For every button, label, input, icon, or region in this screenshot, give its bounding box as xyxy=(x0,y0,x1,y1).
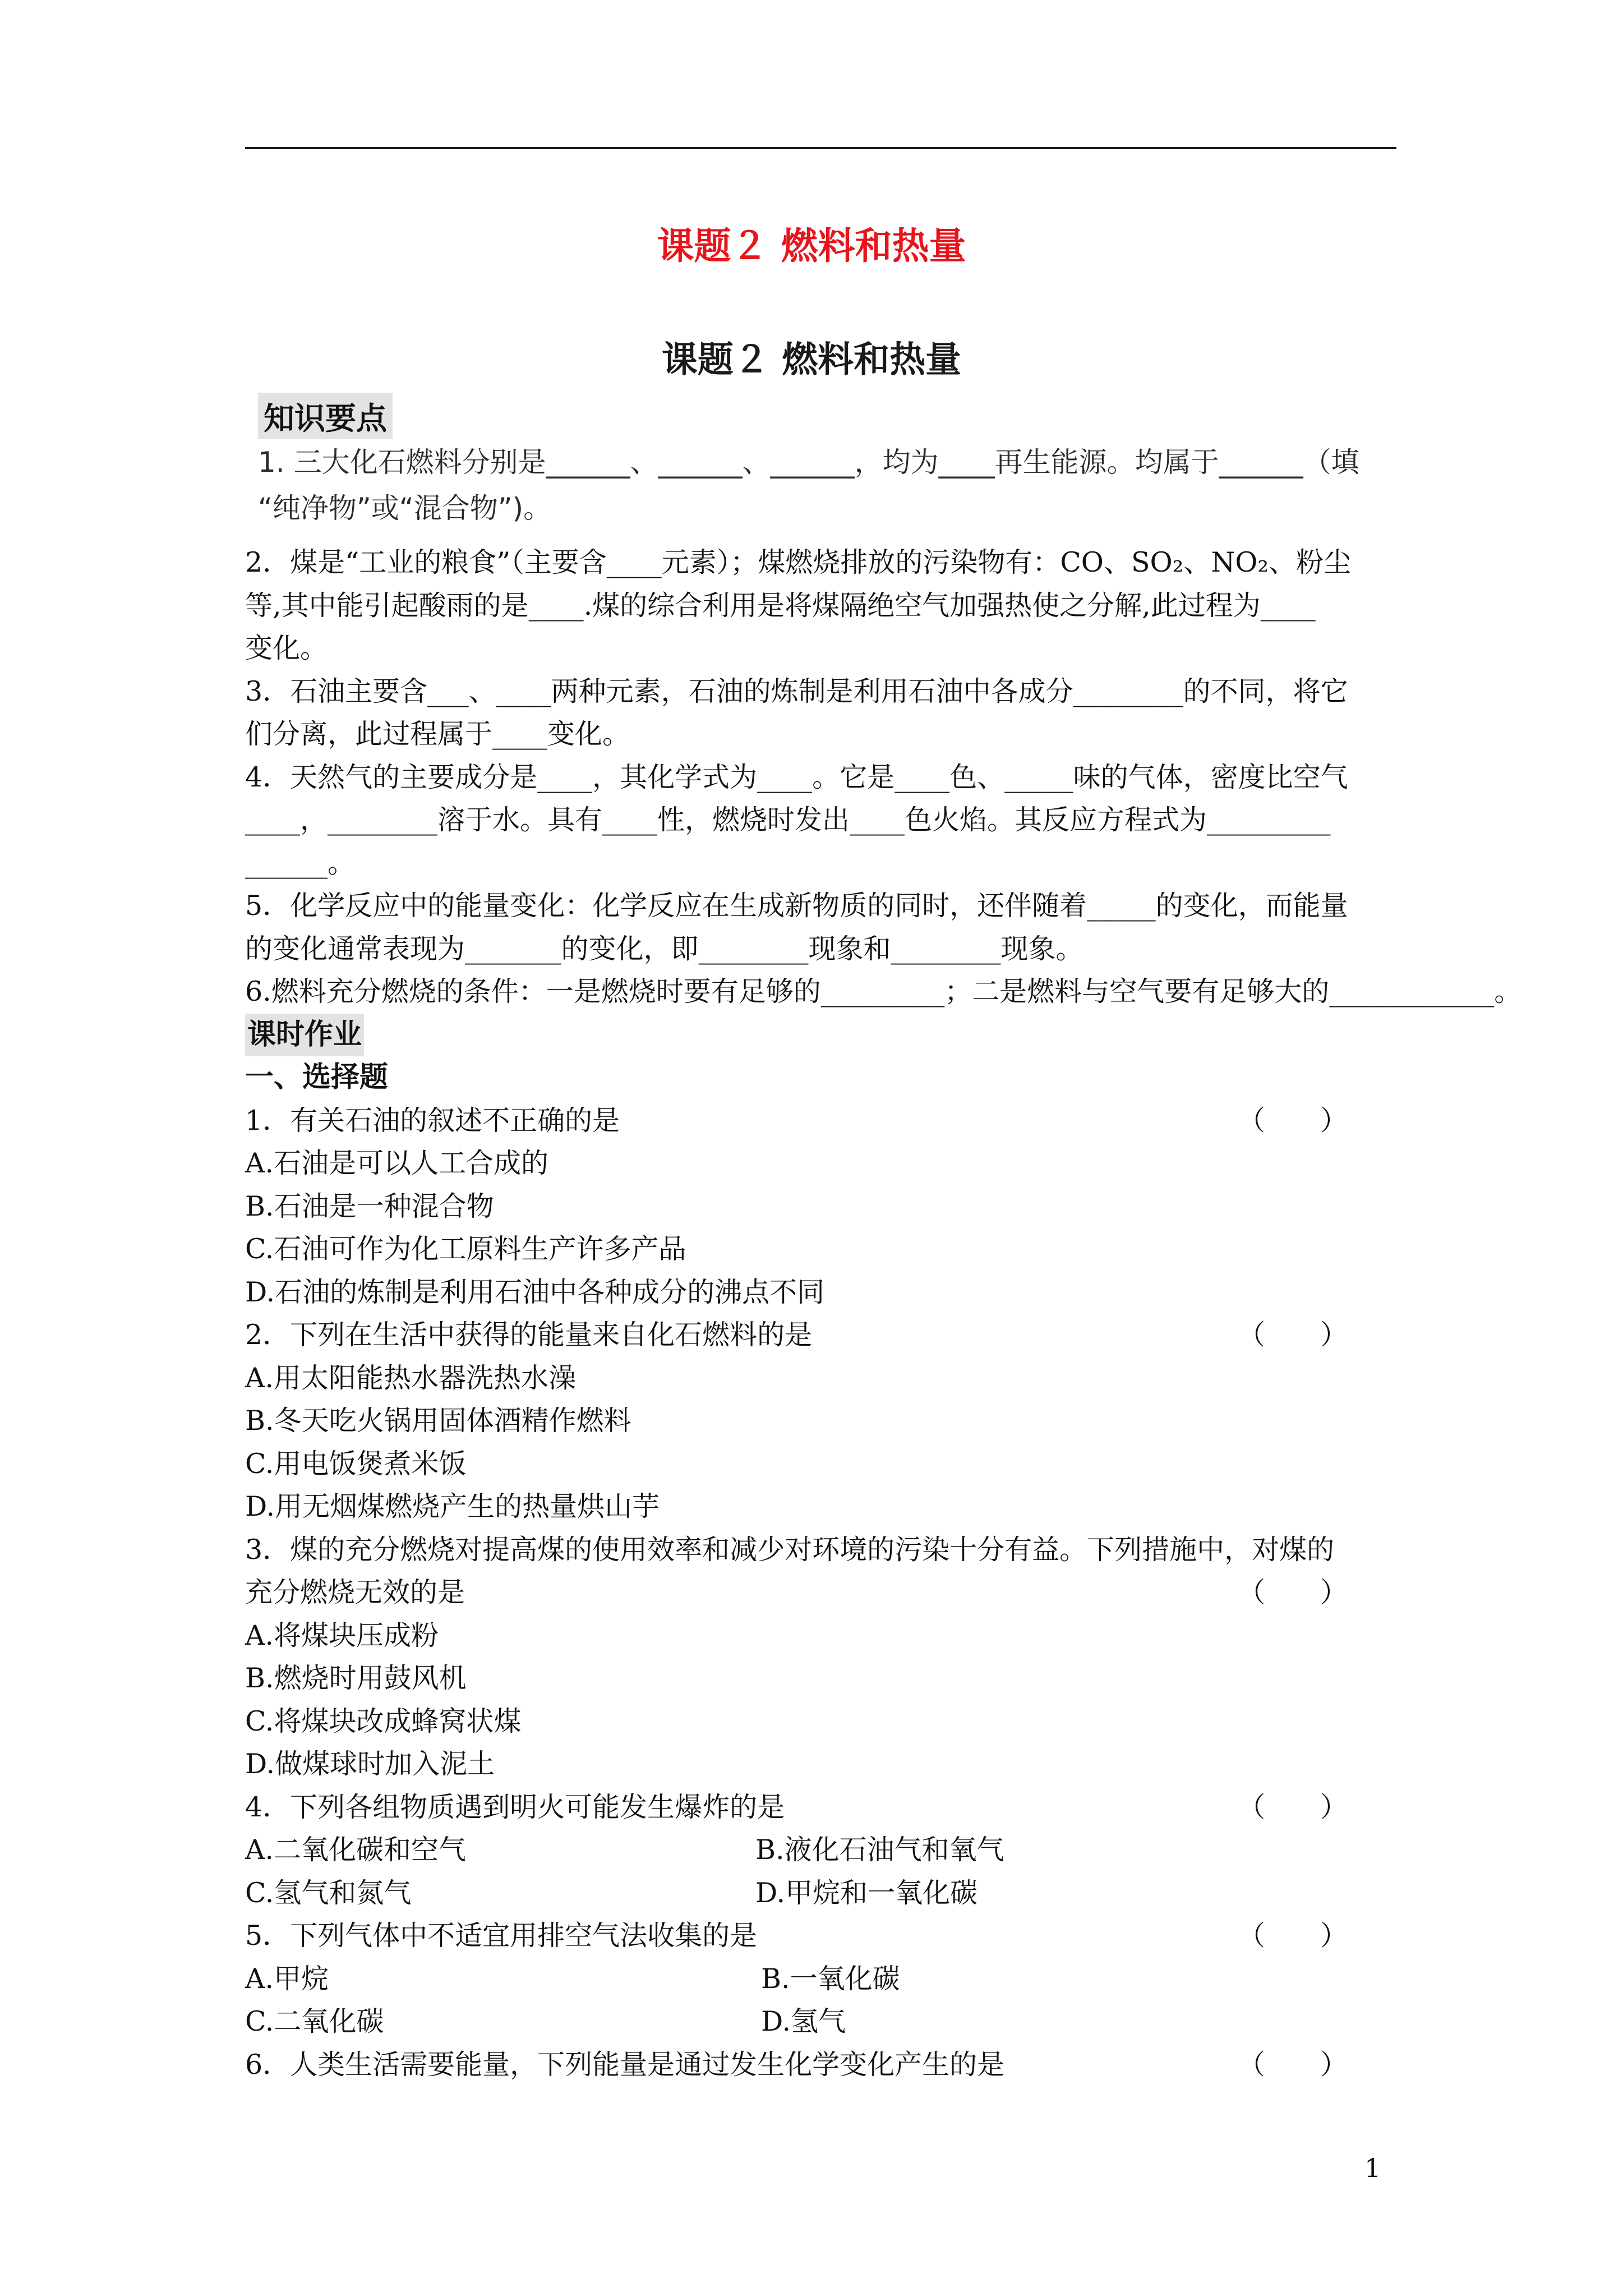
option: C.将煤块改成蜂窝状煤 xyxy=(245,1705,522,1737)
options-row xyxy=(245,1958,1406,2001)
answer-blank: （ ） xyxy=(1238,1319,1348,1351)
q3-line-1: 3．石油主要含___、____两种元素，石油的炼制是利用石油中各成分________的不同，将它 xyxy=(245,675,1348,707)
option: B.石油是一种混合物 xyxy=(245,1190,494,1222)
option: D.甲烷和一氧化碳 xyxy=(755,1876,978,1909)
option: D.氢气 xyxy=(761,2005,846,2037)
q4-line-1: 4．天然气的主要成分是____，其化学式为____。它是____色、_____味的气体，密度比空气 xyxy=(245,761,1348,793)
answer-blank: （ ） xyxy=(1238,1920,1348,1952)
q5-line-2: 的变化通常表现为_______的变化，即________现象和________现象。 xyxy=(245,932,1083,965)
option: A.石油是可以人工合成的 xyxy=(245,1147,548,1179)
answer-blank: （ ） xyxy=(1238,1791,1348,1823)
options-row xyxy=(245,1829,1406,1872)
q2-line-2: 等,其中能引起酸雨的是____.煤的综合利用是将煤隔绝空气加强热使之分解,此过程为____ xyxy=(245,589,1316,622)
q2-line-1: 2．煤是“工业的粮食”（主要含____元素）；煤燃烧排放的污染物有：CO、SO₂、NO₂、粉尘 xyxy=(245,546,1352,578)
option: C.石油可作为化工原料生产许多产品 xyxy=(245,1233,686,1265)
option: B.一氧化碳 xyxy=(761,1962,900,1995)
answer-blank: （ ） xyxy=(1238,1576,1348,1608)
option: B.燃烧时用鼓风机 xyxy=(245,1662,467,1694)
option: C.氢气和氮气 xyxy=(245,1876,412,1909)
document-body xyxy=(245,541,1522,2086)
option: C.用电饭煲煮米饭 xyxy=(245,1447,467,1480)
knowledge-heading: 知识要点 xyxy=(258,393,393,439)
page-title: 课题２ 燃料和热量 xyxy=(661,339,962,381)
q1-line-1: 1. 三大化石燃料分别是______、______、______，均为____再生能源。均属于______（填 xyxy=(258,446,1359,478)
question-1-stem: 1．有关石油的叙述不正确的是 （ ） xyxy=(245,1099,1406,1143)
option: D.用无烟煤燃烧产生的热量烘山芋 xyxy=(245,1490,660,1522)
homework-heading: 课时作业 xyxy=(245,1014,1406,1057)
option: D.石油的炼制是利用石油中各种成分的沸点不同 xyxy=(245,1276,825,1308)
question-6-stem: 6．人类生活需要能量，下列能量是通过发生化学变化产生的是 （ ） xyxy=(245,2044,1406,2087)
option: B.冬天吃火锅用固体酒精作燃料 xyxy=(245,1405,631,1437)
question-3-stem-cont: 充分燃烧无效的是 （ ） xyxy=(245,1571,1406,1614)
question-4-stem: 4．下列各组物质遇到明火可能发生爆炸的是 （ ） xyxy=(245,1786,1406,1829)
options-row xyxy=(245,1872,1406,1915)
option: A.二氧化碳和空气 xyxy=(245,1834,466,1866)
option: A.甲烷 xyxy=(245,1962,329,1995)
q6-line-1: 6.燃料充分燃烧的条件：一是燃烧时要有足够的_________；二是燃料与空气要有足够大的____________。 xyxy=(245,976,1522,1007)
header-rule xyxy=(245,147,1396,149)
option: A.用太阳能热水器洗热水澡 xyxy=(245,1361,576,1394)
option: B.液化石油气和氧气 xyxy=(755,1834,1004,1866)
answer-blank: （ ） xyxy=(1238,1104,1348,1137)
options-row xyxy=(245,2000,1406,2044)
question-2-stem: 2．下列在生活中获得的能量来自化石燃料的是 （ ） xyxy=(245,1314,1406,1357)
knowledge-points-block xyxy=(258,393,1396,531)
question-3-stem: 3．煤的充分燃烧对提高煤的使用效率和减少对环境的污染十分有益。下列措施中，对煤的 xyxy=(245,1533,1335,1566)
section-multiple-choice: 一、选择题 xyxy=(245,1061,389,1094)
option: C.二氧化碳 xyxy=(245,2005,384,2037)
q4-line-3: ______。 xyxy=(245,846,356,879)
q5-line-1: 5．化学反应中的能量变化：化学反应在生成新物质的同时，还伴随着_____的变化，而能量 xyxy=(245,890,1348,922)
q4-line-2: ____，________溶于水。具有____性，燃烧时发出____色火焰。其反应方程式为_________ xyxy=(245,804,1331,836)
q1-line-2: “纯净物”或“混合物”)。 xyxy=(258,492,552,524)
answer-blank: （ ） xyxy=(1238,2048,1348,2081)
option: A.将煤块压成粉 xyxy=(245,1619,439,1651)
page-title-red: 课题２ 燃料和热量 xyxy=(657,224,966,268)
q2-line-3: 变化。 xyxy=(245,632,328,664)
page-number: 1 xyxy=(1364,2153,1381,2183)
q3-line-2: 们分离，此过程属于____变化。 xyxy=(245,718,630,750)
option: D.做煤球时加入泥土 xyxy=(245,1748,495,1780)
question-5-stem: 5．下列气体中不适宜用排空气法收集的是 （ ） xyxy=(245,1915,1406,1958)
